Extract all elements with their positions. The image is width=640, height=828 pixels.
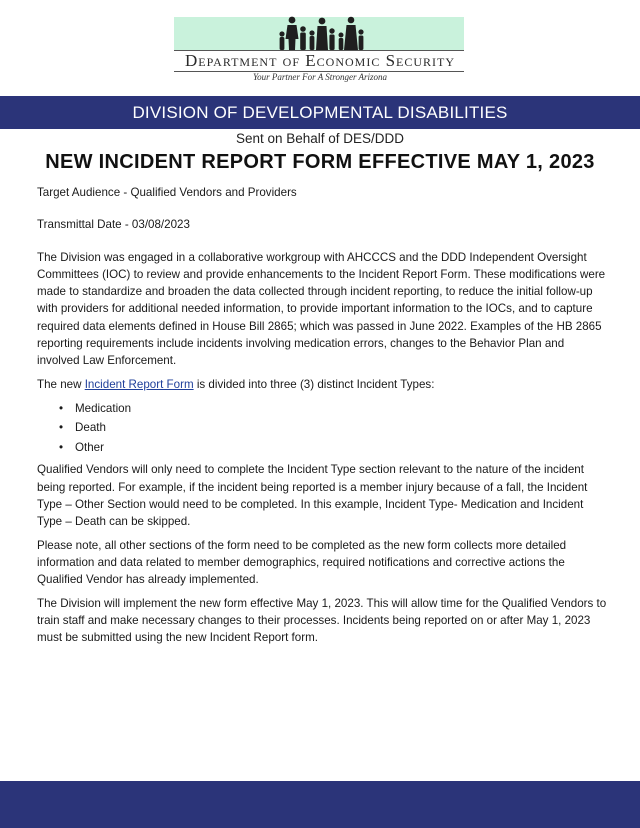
division-banner: DIVISION OF DEVELOPMENTAL DISABILITIES [0,96,640,129]
list-item: • Medication [75,399,607,419]
list-item: • Other [75,438,607,458]
incident-report-form-link[interactable]: Incident Report Form [84,377,194,391]
paragraph-qualified-vendors: Qualified Vendors will only need to complete the Incident Type section relevant to the nature of the incident being reported. For example, if the incident being reported is a member injury because of a fall, the Incident Type – Other Section would need to be completed. In this example, Incident Type- Medication and Incident Type – Death can be skipped. [37,463,588,529]
list-item: • Death [75,418,607,438]
footer-bar [0,781,640,828]
transmittal-date: Transmittal Date - 03/08/2023 [37,218,190,232]
intro-text-before: The new [37,377,85,391]
page-title: NEW INCIDENT REPORT FORM EFFECTIVE MAY 1, 2023 [45,151,595,173]
sent-on-behalf-line: Sent on Behalf of DES/DDD [235,131,405,146]
paragraph-other-sections: Please note, all other sections of the form need to be completed as the new form collects more detailed information and data related to member demographics, required notifications and corrective actions the Qualified Vendor has already implemented. [37,538,567,587]
paragraph-implementation: The Division will implement the new form effective May 1, 2023. This will allow time for the Qualified Vendors to train staff and make necessary changes to their processes. Incidents being reported on or after May 1, 2023 must be submitted using the new Incident Report form. [37,596,607,645]
target-audience: Target Audience - Qualified Vendors and Providers [37,186,297,199]
org-tagline: Your Partner For A Stronger Arizona [252,72,388,82]
org-name: Department of Economic Security [184,51,456,70]
des-logo [0,0,640,96]
intro-text-after: is divided into three (3) distinct Incident Types: [193,377,435,391]
incident-types-list [37,399,607,458]
paragraph-incident-types-intro [37,376,607,393]
family-silhouette-icon [276,14,366,52]
paragraph-background: The Division was engaged in a collaborative workgroup with AHCCCS and the DDD Independent Oversight Committees (IOC) to review and provide enhancements to the Incident Report Form. These modifications were made to standardize and broaden the data collected through incident reporting, to reduce the initial follow-up with providers for additional needed information, to provide important information to the IOCs, and to capture required data elements defined in House Bill 2865; which was passed in June 2022. Examples of the HB 2865 reporting requirements include incidents involving medication errors, changes to the Behavior Plan and involved Law Enforcement. [37,250,606,368]
memo-body [37,184,607,652]
